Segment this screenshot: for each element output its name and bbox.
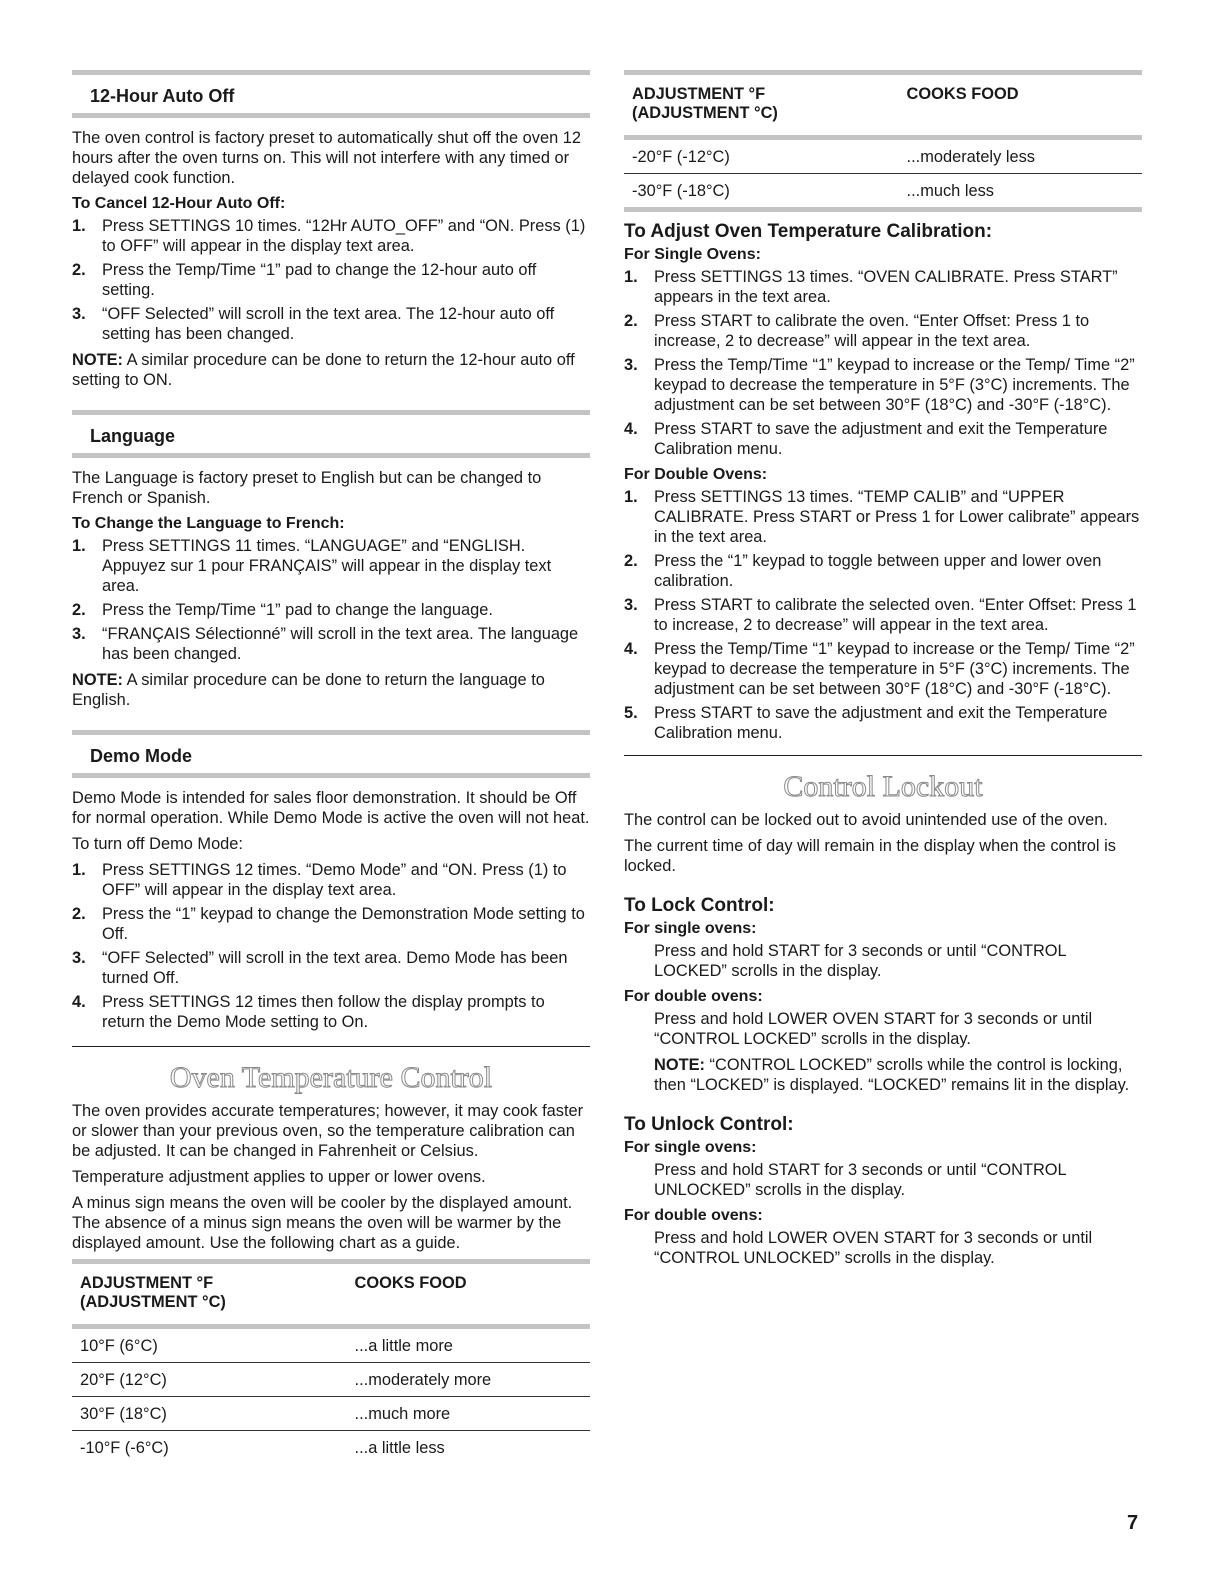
- oven-temp-p1: The oven provides accurate temperatures; however, it may cook faster or slower than your previous oven, so the temperature calibration can be adjusted. It can be changed in Fahrenheit or Celsius.: [72, 1102, 584, 1160]
- list-item: 1. Press SETTINGS 10 times. “12Hr AUTO_OFF” and “ON. Press (1) to OFF” will appear in the display text area.: [72, 217, 586, 255]
- table-header-adjustment: ADJUSTMENT °F (ADJUSTMENT °C): [624, 73, 899, 138]
- section-heading-language: Language: [72, 410, 590, 458]
- list-item: 2. Press START to calibrate the oven. “Enter Offset: Press 1 to increase, 2 to decrease” will appear in the text area.: [624, 312, 1090, 350]
- control-lockout-title: Control Lockout: [624, 755, 1142, 806]
- table-row: -20°F (-12°C) ...moderately less: [624, 138, 1142, 174]
- list-item: 3. “OFF Selected” will scroll in the text area. The 12-hour auto off setting has been changed.: [72, 305, 555, 343]
- lock-single-title: For single ovens:: [624, 920, 757, 937]
- list-item: 3. Press the Temp/Time “1” keypad to increase or the Temp/ Time “2” keypad to decrease the temperature in 5°F (3°C) increments. The adjustment can be set between 30°F (18°C) and -30°F (-18°C).: [624, 356, 1135, 414]
- auto-off-steps: [72, 216, 590, 344]
- calibration-single-steps: [624, 267, 1142, 459]
- table-header-adjustment: ADJUSTMENT °F (ADJUSTMENT °C): [72, 1262, 347, 1327]
- list-item: 1. Press SETTINGS 11 times. “LANGUAGE” and “ENGLISH. Appuyez sur 1 pour FRANÇAIS” will appear in the display text area.: [72, 537, 552, 595]
- section-heading-demo-mode: Demo Mode: [72, 730, 590, 778]
- list-item: 3. “FRANÇAIS Sélectionné” will scroll in the text area. The language has been changed.: [72, 625, 579, 663]
- list-item: 4. Press the Temp/Time “1” keypad to increase or the Temp/ Time “2” keypad to decrease the temperature in 5°F (3°C) increments. The adjustment can be set between 30°F (18°C) and -30°F (-18°C).: [624, 640, 1135, 698]
- list-item: 3. “OFF Selected” will scroll in the text area. Demo Mode has been turned Off.: [72, 949, 568, 987]
- auto-off-intro: The oven control is factory preset to automatically shut off the oven 12 hours after the oven turns on. This will not interfere with any timed or delayed cook function.: [72, 129, 581, 187]
- lock-double-text: Press and hold LOWER OVEN START for 3 seconds or until “CONTROL LOCKED” scrolls in the display.: [654, 1010, 1093, 1048]
- lockout-p2: The current time of day will remain in the display when the control is locked.: [624, 837, 1116, 875]
- section-heading-auto-off: 12-Hour Auto Off: [72, 70, 590, 118]
- list-item: 2. Press the Temp/Time “1” pad to change the 12-hour auto off setting.: [72, 261, 537, 299]
- oven-temp-p3: A minus sign means the oven will be cooler by the displayed amount. The absence of a minus sign means the oven will be warmer by the displayed amount. Use the following chart as a guide.: [72, 1194, 573, 1252]
- list-item: 1. Press SETTINGS 13 times. “TEMP CALIB” and “UPPER CALIBRATE. Press START or Press 1 for Lower calibrate” appears in the text area.: [624, 488, 1140, 546]
- calibration-double-title: For Double Ovens:: [624, 466, 768, 483]
- lock-control-heading: To Lock Control:: [624, 895, 775, 916]
- demo-mode-turn-off-intro: To turn off Demo Mode:: [72, 835, 243, 853]
- table-row: -30°F (-18°C) ...much less: [624, 174, 1142, 210]
- list-item: 2. Press the Temp/Time “1” pad to change the language.: [72, 601, 493, 619]
- page-number: 7: [1127, 1512, 1139, 1534]
- auto-off-note: NOTE: A similar procedure can be done to return the 12-hour auto off setting to ON.: [72, 351, 575, 389]
- list-item: 1. Press SETTINGS 12 times. “Demo Mode” and “ON. Press (1) to OFF” will appear in the display text area.: [72, 861, 567, 899]
- list-item: 1. Press SETTINGS 13 times. “OVEN CALIBRATE. Press START” appears in the text area.: [624, 268, 1118, 306]
- oven-temperature-control-title: Oven Temperature Control: [72, 1046, 590, 1097]
- list-item: 2. Press the “1” keypad to toggle between upper and lower oven calibration.: [624, 552, 1102, 590]
- adjustment-table-right: [624, 70, 1142, 212]
- list-item: 4. Press SETTINGS 12 times then follow the display prompts to return the Demo Mode setting to On.: [72, 993, 545, 1031]
- auto-off-cancel-title: To Cancel 12-Hour Auto Off:: [72, 195, 286, 212]
- unlock-double-title: For double ovens:: [624, 1207, 763, 1224]
- lock-single-text: Press and hold START for 3 seconds or until “CONTROL LOCKED” scrolls in the display.: [654, 942, 1067, 980]
- list-item: 2. Press the “1” keypad to change the Demonstration Mode setting to Off.: [72, 905, 585, 943]
- calibration-heading: To Adjust Oven Temperature Calibration:: [624, 221, 993, 242]
- unlock-double-text: Press and hold LOWER OVEN START for 3 seconds or until “CONTROL UNLOCKED” scrolls in the display.: [654, 1229, 1093, 1267]
- table-header-row: [624, 73, 1142, 138]
- language-intro: The Language is factory preset to English but can be changed to French or Spanish.: [72, 469, 542, 507]
- language-note: NOTE: A similar procedure can be done to return the language to English.: [72, 671, 545, 709]
- table-header-cooks-food: COOKS FOOD: [899, 73, 1142, 138]
- calibration-single-title: For Single Ovens:: [624, 246, 761, 263]
- list-item: 3. Press START to calibrate the selected oven. “Enter Offset: Press 1 to increase, 2 to decrease” will appear in the text area.: [624, 596, 1137, 634]
- demo-mode-steps: [72, 860, 590, 1032]
- language-steps: [72, 536, 590, 664]
- table-row: -10°F (-6°C) ...a little less: [80, 1439, 445, 1457]
- oven-temp-p2: Temperature adjustment applies to upper or lower ovens.: [72, 1168, 486, 1186]
- table-row: 10°F (6°C) ...a little more: [72, 1327, 590, 1363]
- list-item: 5. Press START to save the adjustment and exit the Temperature Calibration menu.: [624, 704, 1108, 742]
- table-row: 20°F (12°C) ...moderately more: [72, 1363, 590, 1397]
- demo-mode-intro: Demo Mode is intended for sales floor demonstration. It should be Off for normal operation. While Demo Mode is active the oven will not heat.: [72, 789, 590, 827]
- list-item: 4. Press START to save the adjustment and exit the Temperature Calibration menu.: [624, 420, 1108, 458]
- unlock-control-heading: To Unlock Control:: [624, 1114, 794, 1135]
- lockout-p1: The control can be locked out to avoid unintended use of the oven.: [624, 811, 1108, 829]
- table-header-row: [72, 1262, 590, 1327]
- adjustment-table-left: [72, 1259, 590, 1464]
- calibration-double-steps: [624, 487, 1142, 743]
- unlock-single-title: For single ovens:: [624, 1139, 757, 1156]
- right-column: [624, 70, 1142, 1274]
- left-column: [72, 70, 590, 1472]
- unlock-single-text: Press and hold START for 3 seconds or until “CONTROL UNLOCKED” scrolls in the display.: [654, 1161, 1067, 1199]
- language-change-title: To Change the Language to French:: [72, 515, 345, 532]
- lock-note: NOTE: “CONTROL LOCKED” scrolls while the control is locking, then “LOCKED” is displayed. “LOCKED” remains lit in the display.: [654, 1056, 1130, 1094]
- lock-double-title: For double ovens:: [624, 988, 763, 1005]
- table-header-cooks-food: COOKS FOOD: [347, 1262, 590, 1327]
- table-row: 30°F (18°C) ...much more: [72, 1397, 590, 1431]
